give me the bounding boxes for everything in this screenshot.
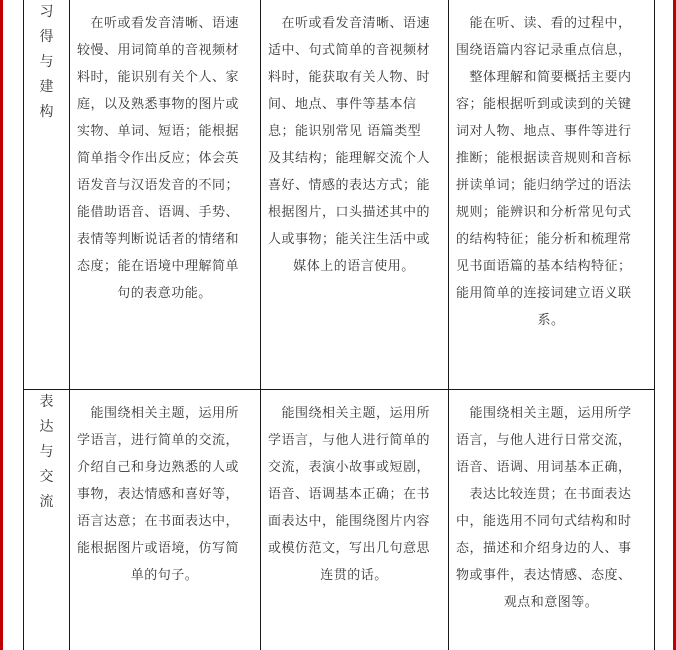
- text-line: 的结构特征；能分析和梳理常: [456, 232, 632, 247]
- text-line: 表情等判断说话者的情绪和: [77, 232, 240, 247]
- heading-char: 交: [39, 469, 54, 485]
- text-line: 学语言，进行简单的交流，: [77, 433, 240, 448]
- heading-char: 习: [39, 4, 54, 20]
- text-line: 态，描述和介绍身边的人、事: [456, 541, 632, 556]
- heading-char: 建: [39, 79, 54, 95]
- text-line: 或模仿范文，写出几句意思: [268, 541, 431, 556]
- heading-char: 与: [39, 444, 54, 460]
- text-line: 根据图片，口头描述其中的: [268, 205, 431, 220]
- text-line: 喜好、情感的表达方式；能: [268, 178, 431, 193]
- text-line: 物或事件，表达情感、态度、: [456, 568, 632, 583]
- text-line: 能在听、读、看的过程中，: [456, 16, 632, 31]
- cell-text: [449, 390, 654, 616]
- text-line: 较慢、用词简单的音视频材: [77, 43, 240, 58]
- left-red-border: [0, 0, 3, 650]
- heading-char: 达: [39, 419, 54, 435]
- text-line-last: 观点和意图等。: [503, 595, 599, 610]
- text-line: 语发音与汉语发音的不同；: [77, 178, 240, 193]
- text-line: 交流，表演小故事或短剧，: [268, 460, 431, 475]
- text-line-last: 句的表意功能。: [117, 286, 212, 301]
- text-line: 在听或看发音清晰、语速: [268, 16, 431, 31]
- cell-text: [261, 0, 448, 280]
- text-line: 在听或看发音清晰、语速: [77, 16, 240, 31]
- text-line: 介绍自己和身边熟悉的人或: [77, 460, 240, 475]
- text-line: 推断；能根据读音规则和音标: [456, 151, 632, 166]
- text-line: 人或事物；能关注生活中或: [268, 232, 431, 247]
- text-line: 息；能识别常见 语篇类型: [268, 124, 422, 139]
- table-row-expression: [24, 390, 655, 650]
- text-line-last: 媒体上的语言使用。: [293, 259, 415, 274]
- text-line: 词对人物、地点、事件等进行: [456, 124, 632, 139]
- text-line: 事物，表达情感和喜好等，: [77, 487, 240, 502]
- text-line: 语音、语调基本正确；在书: [268, 487, 431, 502]
- curriculum-table: [23, 0, 655, 650]
- row-heading: [24, 0, 69, 125]
- text-line: 围绕语篇内容记录重点信息，: [456, 43, 632, 58]
- text-line: 面表达中，能围绕图片内容: [268, 514, 431, 529]
- cell-text: [449, 0, 654, 334]
- table-cell: [70, 0, 261, 390]
- table-row-acquisition: [24, 0, 655, 390]
- text-line: 能围绕相关主题，运用所: [268, 406, 431, 421]
- text-line: 料时，能获取有关人物、时: [268, 70, 431, 85]
- text-line: 学语言，与他人进行简单的: [268, 433, 431, 448]
- text-line: 容；能根据听到或读到的关键: [456, 97, 632, 112]
- text-line: 拼读单词；能归纳学过的语法: [456, 178, 632, 193]
- cell-text: [261, 390, 448, 589]
- heading-char: 得: [39, 29, 54, 45]
- text-line: 语音、语调、用词基本正确，: [456, 460, 632, 475]
- table-cell: [70, 390, 261, 650]
- text-line: 能围绕相关主题，运用所学: [456, 406, 632, 421]
- text-line: 能用简单的连接词建立语义联: [456, 286, 632, 301]
- table-cell: [261, 0, 449, 390]
- text-line: 及其结构；能理解交流个人: [268, 151, 431, 166]
- table-cell: [449, 390, 655, 650]
- text-line-last: 系。: [537, 313, 565, 328]
- cell-text: [70, 390, 260, 589]
- text-line: 表达比较连贯；在书面表达: [456, 487, 632, 502]
- text-line: 能根据图片或语境，仿写简: [77, 541, 240, 556]
- text-line: 能围绕相关主题，运用所: [77, 406, 240, 421]
- text-line: 整体理解和简要概括主要内: [456, 70, 632, 85]
- row-heading-cell: [24, 0, 70, 390]
- row-heading: [24, 390, 69, 515]
- text-line: 态度；能在语境中理解简单: [77, 259, 240, 274]
- text-line: 庭，以及熟悉事物的图片或: [77, 97, 240, 112]
- heading-char: 与: [39, 54, 54, 70]
- heading-char: 表: [39, 394, 54, 410]
- heading-char: 流: [39, 494, 54, 510]
- heading-char: 构: [39, 104, 54, 120]
- text-line: 实物、单词、短语；能根据: [77, 124, 240, 139]
- text-line: 见书面语篇的基本结构特征；: [456, 259, 632, 274]
- text-line: 语言达意；在书面表达中，: [77, 514, 240, 529]
- text-line: 规则；能辨识和分析常见句式: [456, 205, 632, 220]
- text-line: 料时，能识别有关个人、家: [77, 70, 240, 85]
- text-line: 适中、句式简单的音视频材: [268, 43, 431, 58]
- text-line: 能借助语音、语调、手势、: [77, 205, 240, 220]
- text-line: 语言，与他人进行日常交流，: [456, 433, 632, 448]
- text-line: 简单指令作出反应；体会英: [77, 151, 240, 166]
- text-line: 间、地点、事件等基本信: [268, 97, 417, 112]
- text-line: 中，能选用不同句式结构和时: [456, 514, 632, 529]
- text-line-last: 单的句子。: [130, 568, 199, 583]
- table-cell: [449, 0, 655, 390]
- table-cell: [261, 390, 449, 650]
- text-line-last: 连贯的话。: [320, 568, 388, 583]
- row-heading-cell: [24, 390, 70, 650]
- cell-text: [70, 0, 260, 307]
